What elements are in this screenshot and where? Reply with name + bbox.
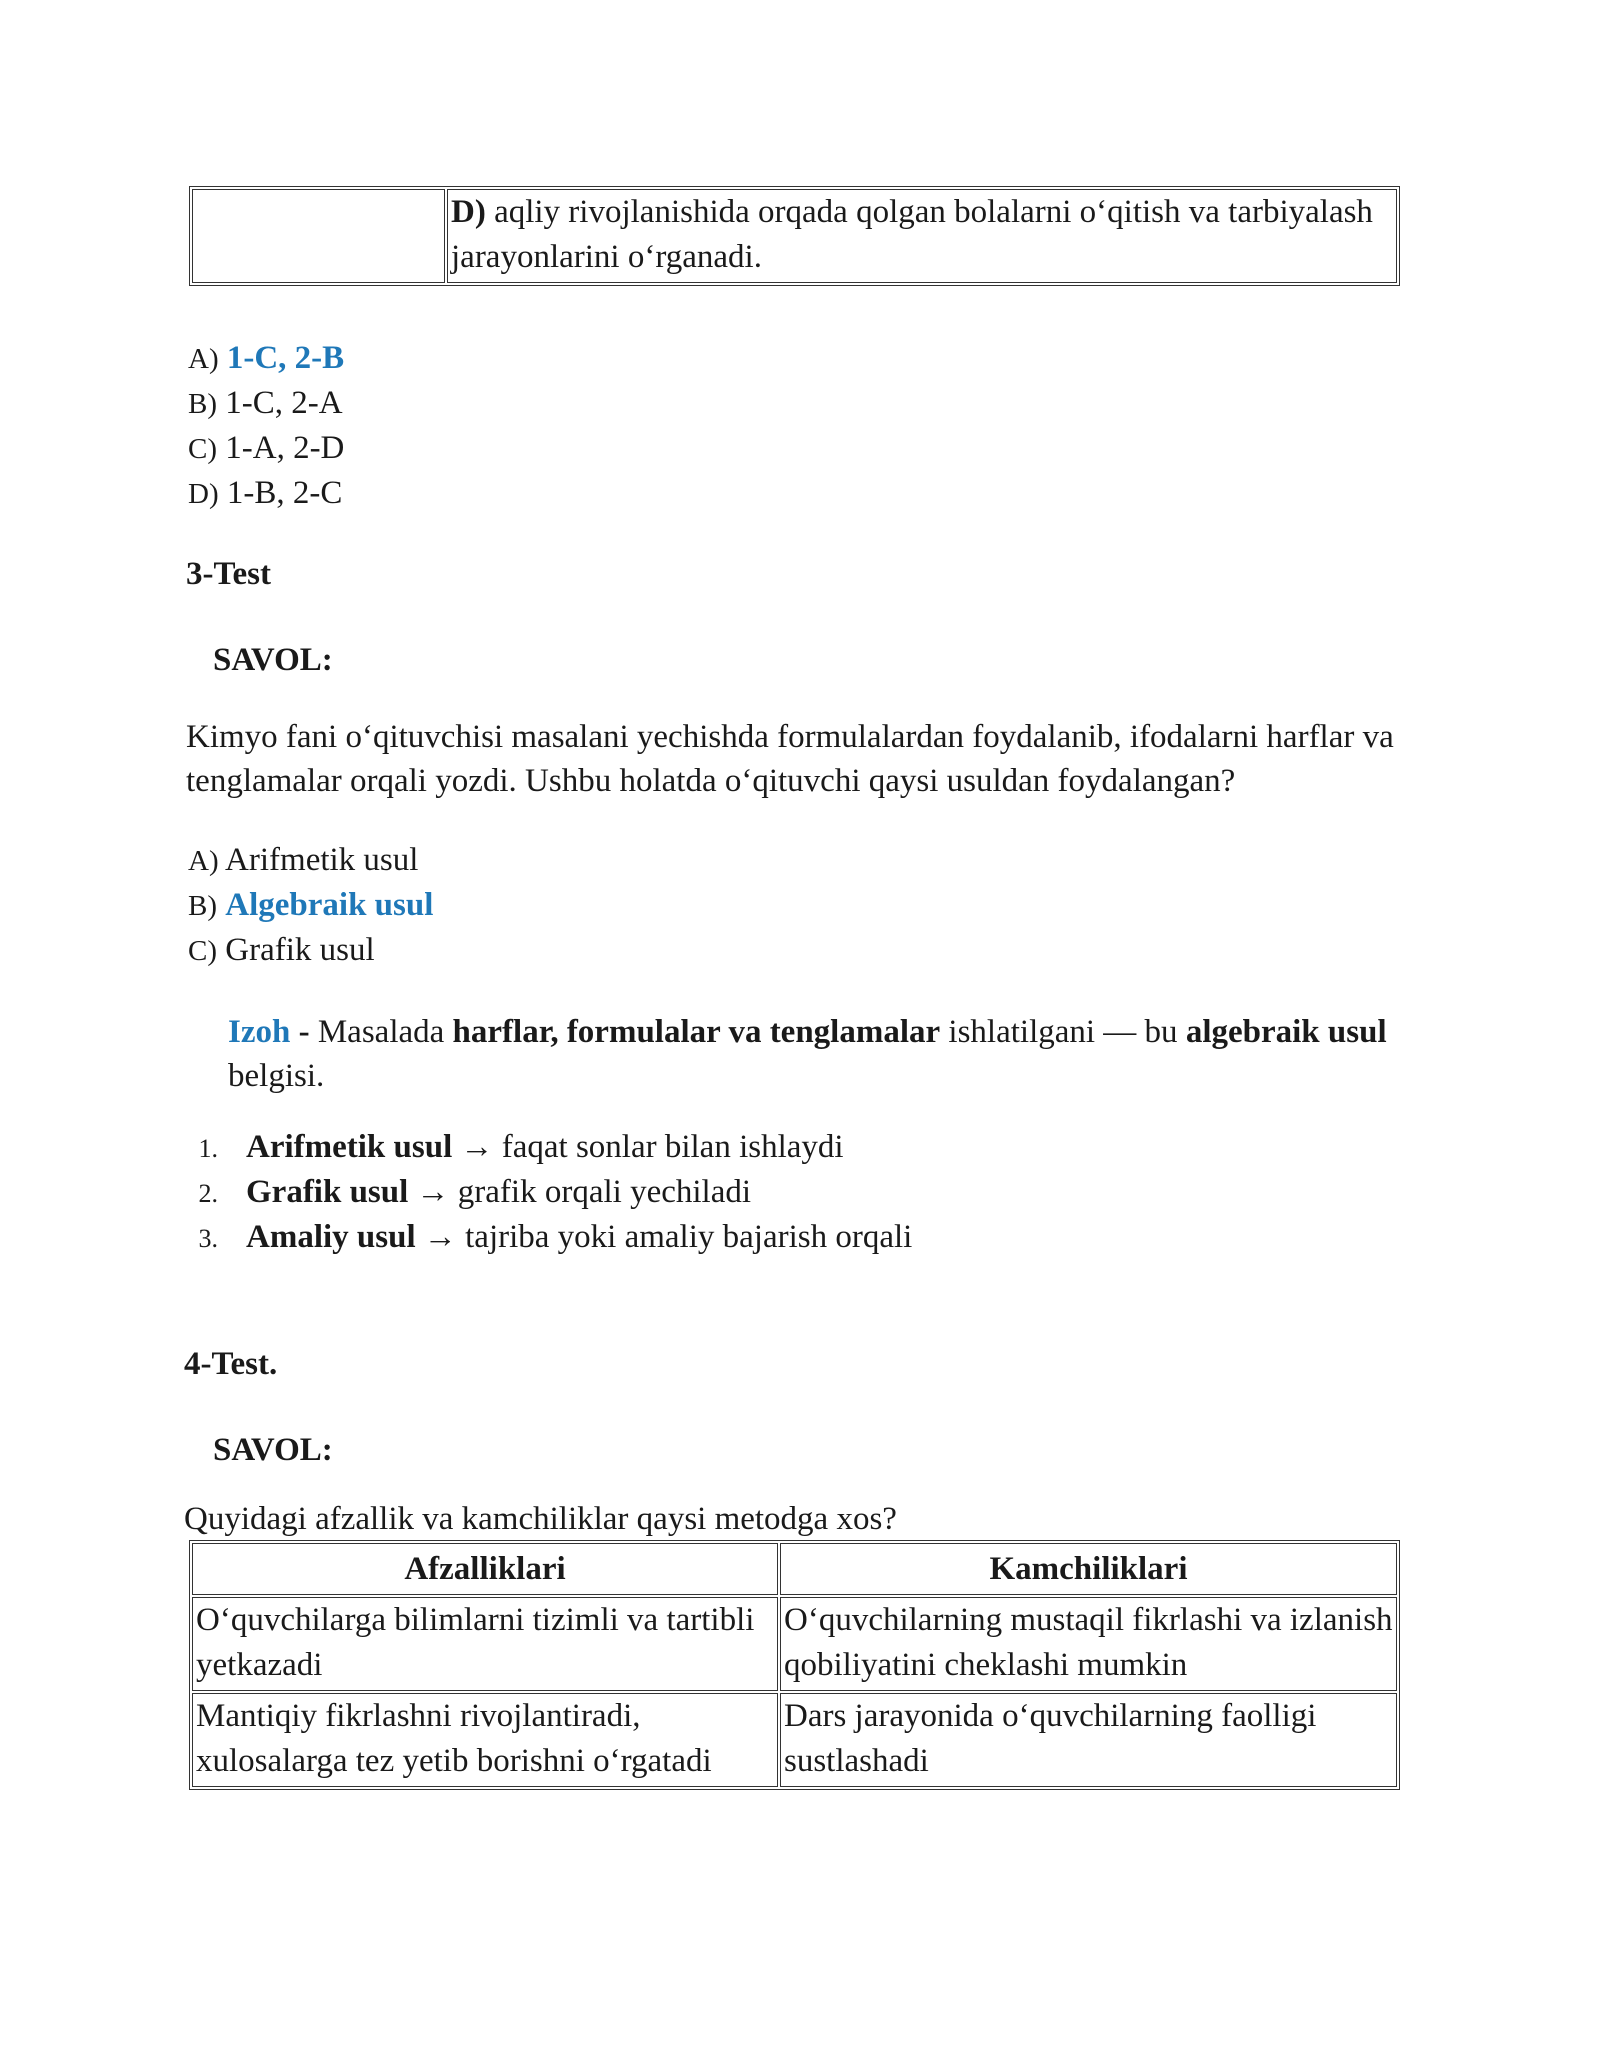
list-item: 3. Amaliy usul → tajriba yoki amaliy bajarish orqali (198, 1219, 913, 1255)
table-cell: O‘quvchilarning mustaqil fikrlashi va izlanish qobiliyatini cheklashi mumkin (780, 1597, 1397, 1691)
table-row (192, 189, 1397, 283)
table-row (192, 1597, 1397, 1691)
pros-cons-table (189, 1540, 1400, 1790)
correct-answer: Algebraik usul (225, 887, 434, 923)
savol-heading: SAVOL: (213, 1432, 333, 1468)
answer-option: A) 1-C, 2-B (188, 340, 345, 376)
explanation: Izoh - Masalada harflar, formulalar va tenglamalar ishlatilgani — bu algebraik usul belgisi. (228, 1014, 1387, 1094)
correct-answer: 1-C, 2-B (226, 340, 345, 376)
table-header: Kamchiliklari (780, 1543, 1397, 1595)
table-cell: Mantiqiy fikrlashni rivojlantiradi, xulosalarga tez yetib borishni o‘rgatadi (192, 1693, 778, 1787)
option-d-text: aqliy rivojlanishida orqada qolgan bolalarni o‘qitish va tarbiyalash jarayonlarini o‘rganadi. (451, 194, 1373, 275)
test-title: 4-Test. (184, 1346, 278, 1382)
answer-option: C) Grafik usul (188, 932, 375, 968)
table-cell-right (447, 189, 1397, 283)
answer-option: C) 1-A, 2-D (188, 430, 345, 466)
table-header: Afzalliklari (192, 1543, 778, 1595)
table-row (192, 1693, 1397, 1787)
table-cell-left (192, 189, 445, 283)
list-item: 2. Grafik usul → grafik orqali yechiladi (198, 1174, 752, 1210)
answer-option: B) Algebraik usul (188, 887, 434, 923)
question-text: Kimyo fani o‘qituvchisi masalani yechishda formulalardan foydalanib, ifodalarni harflar va tenglamalar orqali yozdi. Ushbu holatda o‘qituvchi qaysi usuldan foydalangan? (186, 719, 1394, 799)
table-cell: O‘quvchilarga bilimlarni tizimli va tartibli yetkazadi (192, 1597, 778, 1691)
answer-option: A) Arifmetik usul (188, 842, 419, 878)
table-cell: Dars jarayonida o‘quvchilarning faolligi sustlashadi (780, 1693, 1397, 1787)
izoh-label: Izoh (228, 1014, 291, 1050)
option-letter-d: D) (451, 194, 486, 230)
savol-heading: SAVOL: (213, 642, 333, 678)
test-title: 3-Test (186, 556, 271, 592)
question-text: Quyidagi afzallik va kamchiliklar qaysi metodga xos? (184, 1501, 897, 1537)
answer-option: D) 1-B, 2-C (188, 475, 343, 511)
matching-table-fragment (189, 186, 1400, 286)
list-item: 1. Arifmetik usul → faqat sonlar bilan ishlaydi (198, 1129, 844, 1165)
answer-option: B) 1-C, 2-A (188, 385, 343, 421)
table-header-row (192, 1543, 1397, 1595)
